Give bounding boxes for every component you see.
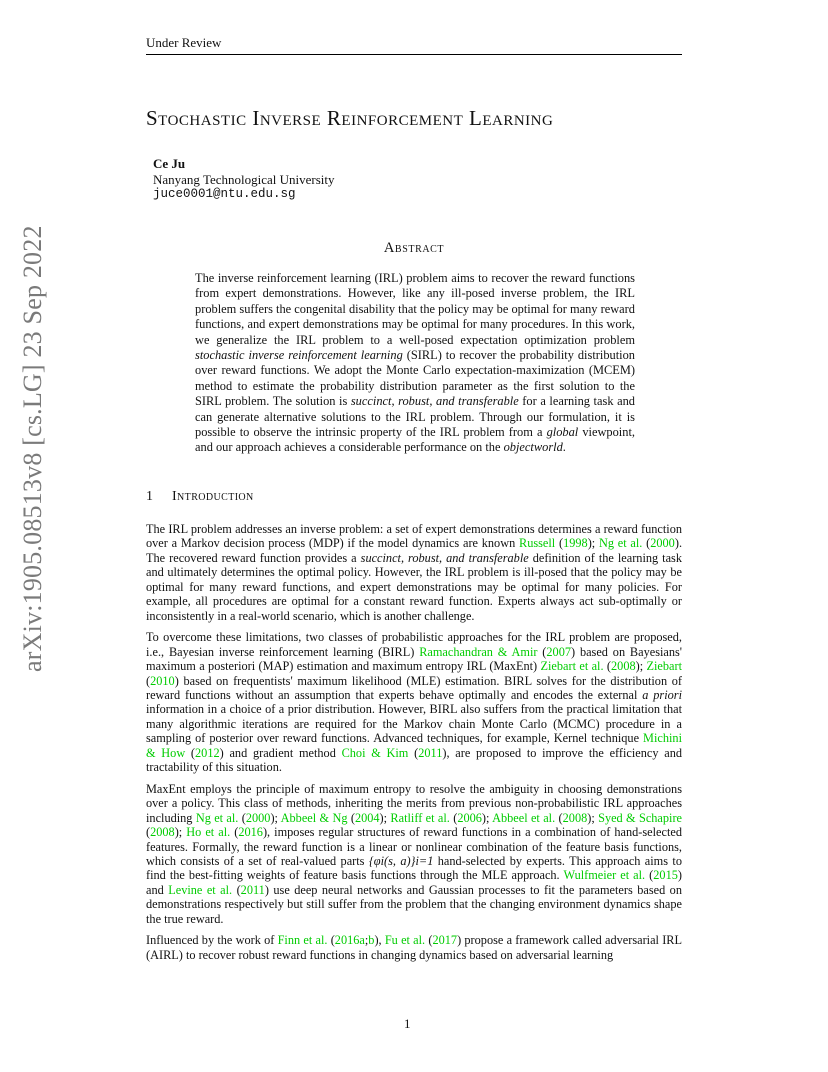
text: and gradient method	[223, 745, 342, 760]
citation-link[interactable]: Ng et al.	[598, 536, 643, 551]
citation-link[interactable]: Ziebart et al.	[540, 659, 604, 674]
citation-year-link[interactable]: 2016	[238, 825, 263, 840]
citation-year-link[interactable]: 2006	[457, 810, 482, 825]
citation-year-link[interactable]: 2012	[195, 745, 220, 760]
citation-year-link[interactable]: 2016a	[334, 933, 365, 948]
abstract-emphasis: objectworld	[503, 440, 563, 455]
citation-link[interactable]: Ziebart	[646, 659, 683, 674]
author-name: Ce Ju	[153, 156, 186, 171]
text: . The recovered reward function provides a	[146, 536, 683, 565]
citation-year-link[interactable]: 2011	[240, 882, 265, 897]
abstract-emphasis: global	[546, 425, 579, 440]
citation-link[interactable]: Wulfmeier et al.	[563, 868, 646, 883]
citation-link[interactable]: Russell	[519, 536, 556, 551]
abstract-paragraph	[195, 271, 635, 456]
citation-year-link[interactable]: 2000	[650, 536, 675, 551]
text: use deep neural networks and Gaussian processes to fit the parameters based on demonstrations respectively but still suffer from the problem that the changing environment dynamics shape the true reward.	[146, 882, 682, 926]
citation-year-link[interactable]: 2010	[150, 673, 175, 688]
text: and	[146, 882, 169, 897]
citation-year-link[interactable]: 2004	[354, 810, 380, 825]
text: hand-selected by experts. This approach aims to find the best-fitting weights of feature basis functions through the MLE approach.	[146, 853, 682, 883]
text: based on Bayesians' maximum a posteriori (MAP) estimation and maximum entropy IRL (MaxEnt)	[146, 644, 683, 674]
citation-year-link[interactable]: 2007	[546, 644, 571, 659]
text: propose a framework called adversarial IRL (AIRL) to recover robust reward functions in changing dynamics based on adversarial learning	[146, 933, 683, 962]
citation-year-link[interactable]: 2000	[245, 810, 271, 825]
abstract-text: viewpoint, and our approach achieves a considerable performance on the	[195, 425, 635, 455]
citation-link[interactable]: Ho et al.	[186, 825, 231, 840]
paper-title-text: Stochastic Inverse Reinforcement Learning	[146, 106, 554, 130]
author-affiliation: Nanyang Technological University	[153, 171, 335, 187]
text: , are proposed to improve the efficiency and tractability of this situation.	[146, 745, 682, 775]
abstract-emphasis: succinct, robust, and transferable	[350, 394, 519, 409]
abstract-text: for a learning task and can generate alternative solutions to the IRL problem. Through our formulation, it is possible to observe the intrinsic property of the IRL problem from a	[195, 394, 635, 440]
citation-link[interactable]: Michini & How	[146, 731, 682, 760]
page-number: 1	[404, 1016, 411, 1031]
abstract-text: .	[562, 440, 566, 455]
citation-link[interactable]: Levine et al.	[168, 882, 233, 897]
citation-link[interactable]: Syed & Schapire	[598, 810, 683, 825]
section-number: 1	[146, 489, 154, 504]
citation-link[interactable]: Ramachandran & Amir	[419, 644, 538, 659]
citation-link[interactable]: Abbeel et al.	[492, 810, 556, 825]
emphasis: succinct, robust, and transferable	[360, 550, 529, 565]
abstract-heading-text: Abstract	[383, 240, 445, 256]
citation-link[interactable]: Abbeel & Ng	[280, 810, 348, 825]
emphasis: a priori	[642, 687, 682, 702]
body-text	[146, 522, 682, 969]
citation-year-link[interactable]: b	[368, 933, 375, 948]
paragraph-3: MaxEnt employs the principle of maximum entropy to resolve the ambiguity in choosing demonstrations over a policy. This class of methods, inheriting the merits from previous non-probabilistic IRL approaches including Ng et al. (2000); Abbeel & Ng (2004); Ratliff et al. (2006); Abbeel et al. (2008); Syed & Schapire (2008); Ho et al. (2016), imposes regular structures of reward functions in a combination of hand-selected features. Formally, the reward function is a linear or nonlinear combination of the feature basis functions, which consists of a set of real-valued parts {φi(s, a)}i=1 hand-selected by experts. This approach aims to find the best-fitting weights of feature basis functions through the MLE approach. Wulfmeier et al. (2015) and Levine et al. (2011) use deep neural networks and Gaussian processes to fit the parameters based on demonstrations respectively but still suffer from the problem that the changing environment dynamics shape the true reward.	[146, 781, 683, 926]
citation-year-link[interactable]: 2017	[432, 933, 458, 948]
citation-link[interactable]: Choi & Kim	[341, 745, 409, 760]
citation-year-link[interactable]: 2011	[418, 745, 443, 760]
text: Influenced by the work of	[146, 933, 278, 948]
citation-year-link[interactable]: 2015	[653, 868, 678, 883]
section-title: Introduction	[172, 489, 254, 504]
citation-year-link[interactable]: 1998	[563, 536, 588, 551]
text: definition of the learning task and ultimately determines the optimal policy. However, the IRL problem is ill-posed that the policy may be optimal for many reward functions, and expert demonstrations may be optimal for many policies. For example, all procedures are optimal for a constant reward function. Experts always act sub-optimally or inconsistently in a real-world scenario, which is another challenge.	[146, 550, 682, 623]
text: based on frequentists' maximum likelihood (MLE) estimation. BIRL solves for the distribution of reward functions without an assumption that experts behave optimally and encodes the external	[146, 673, 682, 702]
citation-link[interactable]: Ratliff et al.	[390, 810, 450, 825]
paragraph-2: To overcome these limitations, two classes of probabilistic approaches for the IRL problem are proposed, i.e., Bayesian inverse reinforcement learning (BIRL) Ramachandran & Amir (2007) based on Bayesians' maximum a posteriori (MAP) estimation and maximum entropy IRL (MaxEnt) Ziebart et al. (2008); Ziebart (2010) based on frequentists' maximum likelihood (MLE) estimation. BIRL solves for the distribution of reward functions without an assumption that experts behave optimally and encodes the external a priori information in a choice of a prior distribution. However, BIRL also suffers from the practical limitation that many algorithmic iterations are required for the Markov chain Monte Carlo (MCMC) procedure in a sampling of posterior over reward functions. Advanced techniques, for example, Kernel technique Michini & How (2012) and gradient method Choi & Kim (2011), are proposed to improve the efficiency and tractability of this situation.	[146, 630, 683, 775]
text: To overcome these limitations, two classes of probabilistic approaches for the IRL problem are proposed, i.e., Bayesian inverse reinforcement learning (BIRL)	[146, 630, 682, 659]
abstract-emphasis: stochastic inverse reinforcement learning	[195, 348, 403, 363]
author-block	[153, 156, 335, 203]
section-heading	[146, 489, 254, 505]
abstract-heading	[146, 240, 682, 257]
citation-year-link[interactable]: 2008	[611, 659, 636, 674]
citation-year-link[interactable]: 2008	[150, 825, 175, 840]
citation-link[interactable]: Finn et al.	[277, 933, 328, 948]
paragraph-1: The IRL problem addresses an inverse problem: a set of expert demonstrations determines a reward function over a Markov decision process (MDP) if the model dynamics are known Russell (1998); Ng et al. (2000). The recovered reward function provides a succinct, robust, and transferable definition of the learning task and ultimately determines the optimal policy. However, the IRL problem is ill-posed that the policy may be optimal for many reward functions, and expert demonstrations may be optimal for many policies. For example, all procedures are optimal for a constant reward function. Experts always act sub-optimally or inconsistently in a real-world scenario, which is another challenge.	[146, 522, 683, 623]
paragraph-4: Influenced by the work of Finn et al. (2016a;b), Fu et al. (2017) propose a framework called adversarial IRL (AIRL) to recover robust reward functions in changing dynamics based on adversarial learning	[146, 933, 683, 962]
paper-title	[146, 106, 746, 131]
running-header: Under Review	[146, 35, 682, 55]
abstract-text: The inverse reinforcement learning (IRL) problem aims to recover the reward functions from expert demonstrations. However, like any ill-posed inverse problem, the IRL problem suffers the congenital disability that the policy may be optimal for many reward functions, and expert demonstrations may be optimal for many procedures. In this work, we generalize the IRL problem to a well-posed expectation optimization problem	[195, 271, 635, 347]
text: , imposes regular structures of reward functions in a combination of hand-selected features. Formally, the reward function is a linear or nonlinear combination of the feature basis functions, which consists of a set of real-valued parts	[146, 825, 682, 868]
abstract-text: (SIRL) to recover the probability distribution over reward functions. We adopt the Monte Carlo expectation-maximization (MCEM) method to estimate the probability distribution parameter as the first solution to the SIRL problem. The solution is	[195, 348, 635, 409]
citation-link[interactable]: Fu et al.	[384, 933, 426, 948]
math-expression: {φi(s, a)}i=1	[368, 853, 434, 868]
citation-year-link[interactable]: 2008	[562, 810, 588, 825]
arxiv-sidebar-stamp: arXiv:1905.08513v8 [cs.LG] 23 Sep 2022	[18, 225, 47, 672]
text: information in a choice of a prior distribution. However, BIRL also suffers from the practical limitation that many algorithmic iterations are required for the Markov chain Monte Carlo (MCMC) procedure in a sampling of posterior over reward functions. Advanced techniques, for example, Kernel technique	[146, 702, 682, 746]
author-email[interactable]: juce0001@ntu.edu.sg	[153, 187, 296, 201]
citation-link[interactable]: Ng et al.	[195, 810, 239, 825]
text: MaxEnt employs the principle of maximum entropy to resolve the ambiguity in choosing demonstrations over a policy. This class of methods, inheriting the merits from previous non-probabilistic IRL approaches including	[146, 781, 682, 825]
text: The IRL problem addresses an inverse problem: a set of expert demonstrations determines a reward function over a Markov decision process (MDP) if the model dynamics are known	[146, 522, 682, 551]
